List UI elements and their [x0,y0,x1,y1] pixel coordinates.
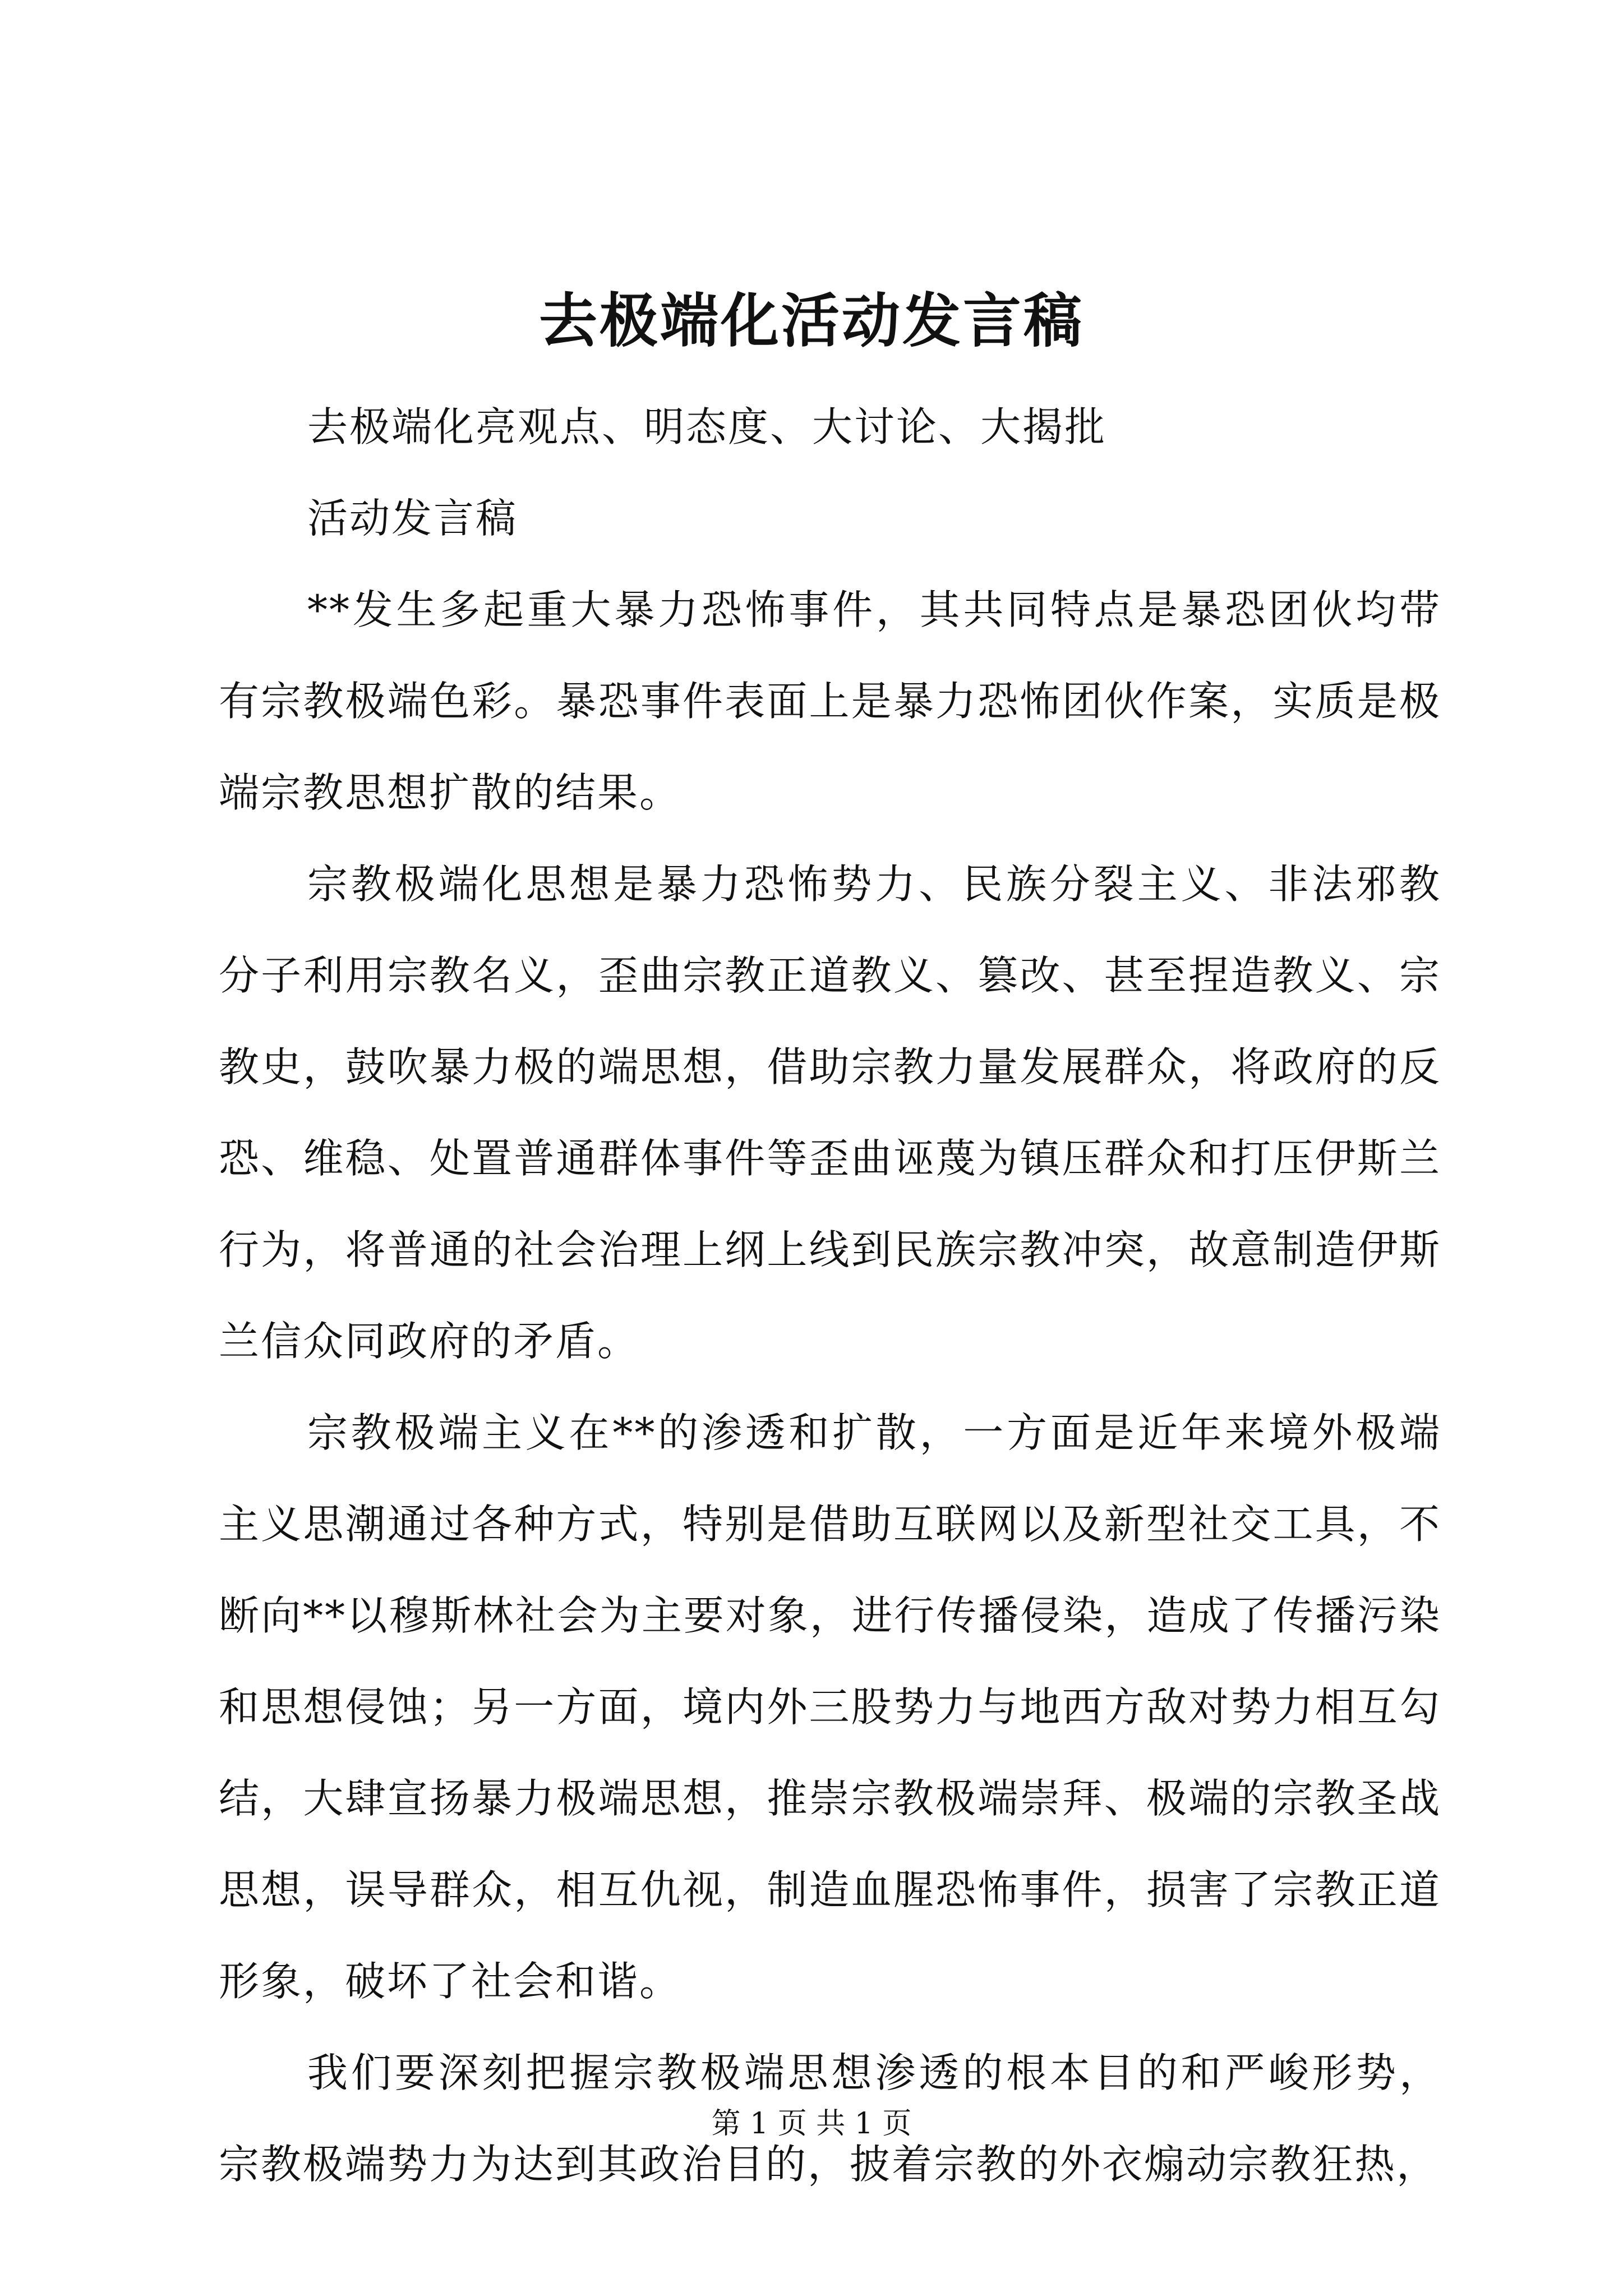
paragraph-2: 宗教极端化思想是暴力恐怖势力、民族分裂主义、非法邪教分子利用宗教名义，歪曲宗教正道教义、篡改、甚至捏造教义、宗教史，鼓吹暴力极的端思想，借助宗教力量发展群众，将政府的反恐、维稳、处置普通群体事件等歪曲诬蔑为镇压群众和打压伊斯兰行为，将普通的社会治理上纲上线到民族宗教冲突，故意制造伊斯兰信众同政府的矛盾。 [219,861,1441,1365]
paragraph-1: **发生多起重大暴力恐怖事件，其共同特点是暴恐团伙均带有宗教极端色彩。暴恐事件表面上是暴力恐怖团伙作案，实质是极端宗教思想扩散的结果。 [219,586,1441,816]
subtitle-line-1: 去极端化亮观点、明态度、大讨论、大揭批 [307,403,1107,450]
document-body [219,381,1441,2210]
paragraph-4: 我们要深刻把握宗教极端思想渗透的根本目的和严峻形势，宗教极端势力为达到其政治目的，披着宗教的外衣煽动宗教狂热， [219,2049,1441,2188]
subtitle-line-2: 活动发言稿 [307,495,518,542]
document-title: 去极端化活动发言稿 [538,286,1084,355]
page-number-footer: 第 1 页 共 1 页 [711,2107,912,2141]
paragraph-3: 宗教极端主义在**的渗透和扩散，一方面是近年来境外极端主义思潮通过各种方式，特别是借助互联网以及新型社交工具，不断向**以穆斯林社会为主要对象，进行传播侵染，造成了传播污染和思想侵蚀；另一方面，境内外三股势力与地西方敌对势力相互勾结，大肆宣扬暴力极端思想，推崇宗教极端崇拜、极端的宗教圣战思想，误导群众，相互仇视，制造血腥恐怖事件，损害了宗教正道形象，破坏了社会和谐。 [219,1409,1441,2005]
